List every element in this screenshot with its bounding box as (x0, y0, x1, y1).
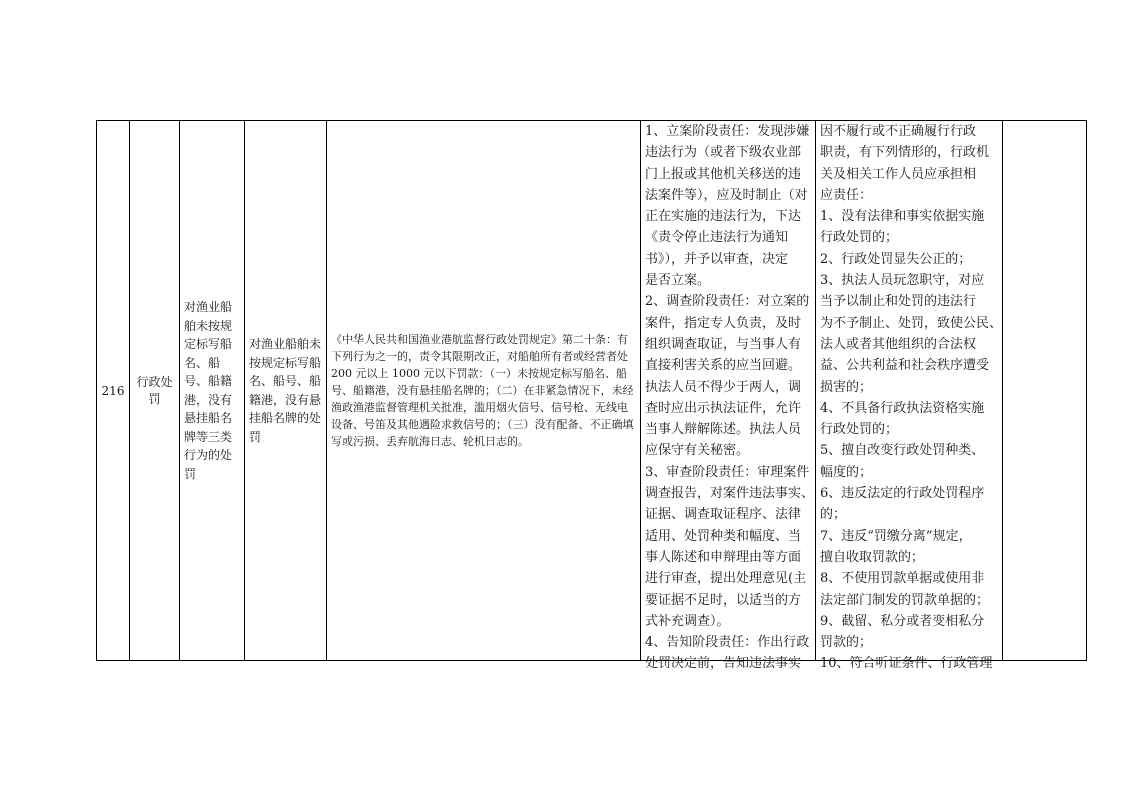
responsibility-line: 正在实施的违法行为，下达 (645, 209, 802, 225)
responsibility-line: 3、审查阶段责任：审理案件 (645, 464, 810, 480)
accountability-line: 2、行政处罚显失公正的； (820, 251, 972, 267)
responsibility-line: 进行审查，提出处理意见(主 (645, 571, 807, 587)
accountability-line: 行政处罚的； (820, 422, 899, 438)
accountability-line: 关及相关工作人员应承担相 (820, 166, 977, 182)
responsibility-line: 调查报告，对案件违法事实、 (645, 486, 815, 502)
accountability-cell (816, 121, 1003, 672)
responsibility-line: 违法行为（或者下级农业部 (645, 145, 802, 161)
responsibility-line: 是否立案。 (645, 273, 711, 289)
accountability-line: 4、不具备行政执法资格实施 (820, 400, 985, 416)
responsibility-text (645, 121, 815, 672)
accountability-text (820, 121, 1003, 672)
sub-item-name-cell (245, 121, 327, 661)
responsibility-cell (641, 121, 816, 672)
responsibility-line: 式补充调查）。 (645, 613, 730, 629)
accountability-line: 当予以制止和处罚的违法行 (820, 294, 977, 310)
accountability-line: 1、没有法律和事实依据实施 (820, 209, 985, 225)
responsibility-line: 处罚决定前，告知违法事实 (645, 656, 802, 672)
accountability-line: 法定部门制发的罚款单据的； (820, 592, 990, 608)
item-name: 对渔业船舶未按规定标写船名、船号、船籍港，没有悬挂船名牌等三类行为的处罚 (184, 300, 233, 481)
responsibility-line: 应保守有关秘密。 (645, 443, 750, 459)
accountability-line: 10、符合听证条件、行政管理 (820, 656, 993, 672)
responsibility-line: 书》），并予以审查，决定 (645, 251, 789, 267)
responsibility-line: 2、调查阶段责任：对立案的 (645, 294, 810, 310)
accountability-line: 职责，有下列情形的，行政机 (820, 145, 990, 161)
power-list-table (96, 120, 1087, 672)
accountability-line: 罚款的； (820, 635, 873, 651)
responsibility-line: 事人陈述和申辩理由等方面 (645, 549, 802, 565)
accountability-line: 因不履行或不正确履行行政 (820, 124, 977, 139)
accountability-line: 应责任： (820, 187, 873, 203)
responsibility-line: 1、立案阶段责任：发现涉嫌 (645, 124, 810, 139)
row-number: 216 (101, 383, 125, 398)
responsibility-line: 组织调查取证，与当事人有 (645, 336, 802, 352)
responsibility-line: 门上报或其他机关移送的违 (645, 166, 802, 182)
row-number-cell (97, 121, 130, 661)
table-row (97, 121, 1087, 661)
responsibility-line: 适用、处罚种类和幅度、当 (645, 528, 802, 544)
accountability-line: 幅度的； (820, 464, 873, 480)
power-type-cell (130, 121, 180, 661)
accountability-line: 为不予制止、处罚，致使公民、 (820, 315, 1003, 331)
responsibility-line: 查时应出示执法证件，允许 (645, 400, 802, 416)
power-type: 行政处罚 (136, 374, 173, 406)
accountability-line: 损害的； (820, 379, 873, 395)
responsibility-line: 要证据不足时，以适当的方 (645, 592, 802, 608)
legal-basis-cell (327, 121, 641, 661)
accountability-line: 擅自收取罚款的； (820, 549, 925, 565)
accountability-line: 8、不使用罚款单据或使用非 (820, 571, 985, 587)
accountability-line: 7、违反“罚缴分离”规定， (820, 528, 972, 544)
responsibility-line: 案件，指定专人负责，及时 (645, 315, 802, 331)
accountability-line: 3、执法人员玩忽职守，对应 (820, 273, 985, 289)
accountability-line: 益、公共利益和社会秩序遭受 (820, 358, 990, 374)
accountability-line: 法人或者其他组织的合法权 (820, 336, 977, 352)
responsibility-line: 执法人员不得少于两人，调 (645, 379, 802, 395)
responsibility-line: 《责令停止违法行为通知 (645, 230, 789, 246)
legal-basis-text: 《中华人民共和国渔业港航监督行政处罚规定》第二十条：有下列行为之一的，责令其限期改正，对船舶所有者或经营者处 200 元以上 1000 元以下罚款：（一）未按规定标写船名、船号、船籍港，没有悬挂船名牌的；（二）在非紧急情况下，未经渔政渔港监督管理机关批准，滥用烟火信号、信号枪、无线电设备、号笛及其他遇险求救信号的；（三）没有配备、不正确填写或污损、丢弃航海日志、轮机日志的。 (331, 333, 634, 448)
remarks-cell (1003, 121, 1087, 661)
accountability-line: 的； (820, 507, 847, 523)
responsibility-line: 4、告知阶段责任：作出行政 (645, 635, 810, 651)
sub-item-name: 对渔业船舶未按规定标写船名、船号、船籍港，没有悬挂船名牌的处罚 (249, 337, 322, 444)
item-name-cell (180, 121, 245, 661)
responsibility-line: 法案件等），应及时制止（对 (645, 187, 808, 203)
accountability-line: 9、截留、私分或者变相私分 (820, 613, 985, 629)
accountability-line: 6、违反法定的行政处罚程序 (820, 486, 985, 502)
accountability-line: 5、擅自改变行政处罚种类、 (820, 443, 985, 459)
responsibility-line: 当事人辩解陈述。执法人员 (645, 422, 802, 438)
accountability-line: 行政处罚的； (820, 230, 899, 246)
responsibility-line: 直接利害关系的应当回避。 (645, 358, 802, 374)
responsibility-line: 证据、调查取证程序、法律 (645, 507, 802, 523)
